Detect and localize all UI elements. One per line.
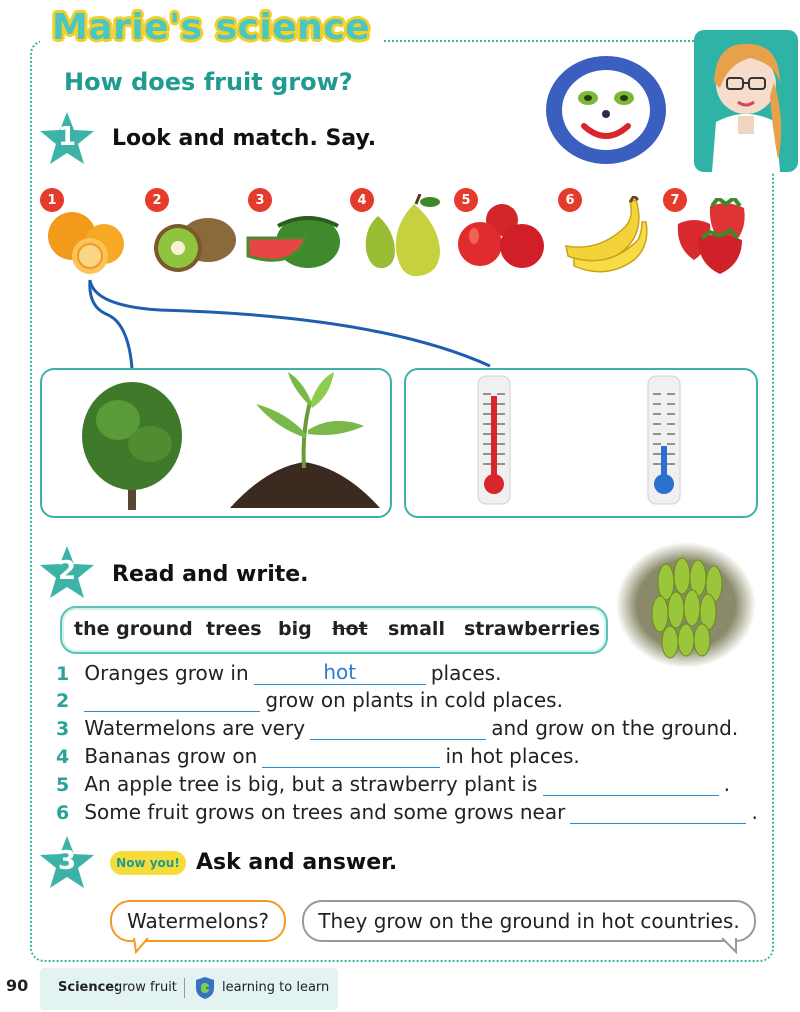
marie-character-icon xyxy=(694,22,798,172)
word-bank-item: the ground xyxy=(74,618,193,640)
word-bank-item: strawberries xyxy=(464,618,601,640)
answer-blank-4[interactable] xyxy=(262,745,440,768)
word-bank xyxy=(60,606,608,654)
exercise-line-1: 1 Oranges grow in hot places. xyxy=(56,660,502,685)
subject-topic: grow fruit xyxy=(114,980,177,995)
plant-seedling-icon[interactable] xyxy=(226,372,382,510)
line-number: 2 xyxy=(56,690,70,712)
answer-text: hot xyxy=(323,660,357,684)
pears-icon[interactable] xyxy=(354,194,446,278)
bananas-icon[interactable] xyxy=(560,196,652,276)
line-number: 3 xyxy=(56,718,70,740)
fruit-number-5: 5 xyxy=(454,188,478,212)
line-number: 4 xyxy=(56,746,70,768)
page-subtitle: How does fruit grow? xyxy=(64,68,353,96)
line-number: 5 xyxy=(56,774,70,796)
line-number: 1 xyxy=(56,663,70,685)
temperature-panel xyxy=(404,368,758,518)
answer-blank-2[interactable] xyxy=(84,689,260,712)
word-bank-item: trees xyxy=(206,618,262,640)
exercise-line-3: 3 Watermelons are very and grow on the ground. xyxy=(56,716,739,740)
exercise-line-6: 6 Some fruit grows on trees and some grows near . xyxy=(56,800,758,824)
footer-divider xyxy=(184,978,185,998)
brand-title-badge xyxy=(40,4,382,52)
fruit-number-3: 3 xyxy=(248,188,272,212)
hot-thermometer-icon[interactable] xyxy=(472,374,516,510)
section-1-heading: Look and match. Say. xyxy=(112,126,377,151)
section-3-heading: Ask and answer. xyxy=(196,850,398,875)
exercise-line-2: 2 grow on plants in cold places. xyxy=(56,688,563,712)
cold-thermometer-icon[interactable] xyxy=(642,374,686,510)
question-text: Watermelons? xyxy=(126,909,270,933)
fruit-number-7: 7 xyxy=(663,188,687,212)
answer-blank-6[interactable] xyxy=(570,801,746,824)
bubble-tail-icon xyxy=(720,938,740,954)
answer-blank-3[interactable] xyxy=(310,717,486,740)
section-1-number: 1 xyxy=(57,122,77,152)
fruit-number-6: 6 xyxy=(558,188,582,212)
section-2-number: 2 xyxy=(57,556,77,586)
answer-blank-1[interactable] xyxy=(254,660,426,685)
strawberries-icon[interactable] xyxy=(668,198,758,276)
section-2-heading: Read and write. xyxy=(112,562,309,587)
fruit-number-2: 2 xyxy=(145,188,169,212)
exercise-line-4: 4 Bananas grow on in hot places. xyxy=(56,744,580,768)
section-3-number: 3 xyxy=(57,846,77,876)
subject-label: Science: xyxy=(58,980,120,995)
word-bank-item-used: hot xyxy=(332,618,368,640)
skill-label: learning to learn xyxy=(222,980,330,995)
fruit-number-4: 4 xyxy=(350,188,374,212)
fruit-face-plate-icon xyxy=(544,54,668,166)
answer-speech-bubble xyxy=(302,900,756,942)
oranges-icon[interactable] xyxy=(42,206,134,276)
fruit-number-1: 1 xyxy=(40,188,64,212)
line-number: 6 xyxy=(56,802,70,824)
match-lines xyxy=(80,276,520,376)
watermelon-icon[interactable] xyxy=(246,212,342,276)
bubble-tail-icon xyxy=(132,938,152,954)
tree-icon[interactable] xyxy=(78,374,188,512)
page-number: 90 xyxy=(6,976,29,995)
apples-icon[interactable] xyxy=(456,200,548,270)
learning-shield-icon xyxy=(194,976,216,1000)
question-speech-bubble xyxy=(110,900,286,942)
exercise-line-5: 5 An apple tree is big, but a strawberry plant is . xyxy=(56,772,730,796)
brand-title: Marie's science xyxy=(52,7,371,48)
word-bank-item: big xyxy=(278,618,312,640)
answer-example-text: They grow on the ground in hot countries. xyxy=(318,909,740,933)
answer-blank-5[interactable] xyxy=(543,773,719,796)
word-bank-item: small xyxy=(388,618,445,640)
kiwis-icon[interactable] xyxy=(146,210,238,276)
now-you-badge: Now you! xyxy=(110,851,186,875)
banana-bunch-photo-icon xyxy=(616,542,756,668)
footer-bar xyxy=(40,968,338,1010)
